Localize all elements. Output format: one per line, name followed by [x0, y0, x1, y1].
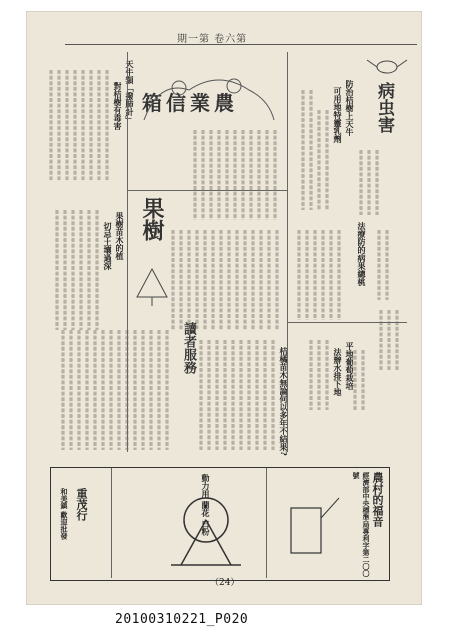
article-subtitle: 法辦水排下地: [333, 348, 343, 396]
ad-middle-text: 動力用 蘭花 白粉: [201, 474, 211, 536]
article-subtitle: 切忌土壤過深: [103, 222, 113, 270]
mailbox-banner: 箱信業農: [142, 91, 238, 115]
ad-right-title: 農村的福音: [371, 472, 384, 527]
article-subtitle: 對桔樹有毒害: [113, 82, 123, 130]
header-rule: [65, 44, 417, 45]
ad-right-text: 經濟部中央標準局專利字第二〇〇號: [352, 472, 371, 577]
machine-illustration: [161, 480, 251, 570]
article-title: 果樹苗木的植: [115, 212, 125, 260]
ad-divider: [111, 468, 112, 578]
section-divider: [127, 190, 287, 191]
magazine-page: [27, 12, 421, 604]
column-divider: [287, 52, 288, 452]
archive-caption: 20100310221_P020: [115, 612, 249, 627]
ad-company-name: 重茂行: [75, 488, 88, 521]
body-text-columns: [37, 50, 417, 460]
column-divider: [127, 52, 128, 452]
issue-header: 期一第 卷六第: [177, 34, 248, 45]
article-title: 天牛類「撥肺針」: [125, 60, 135, 124]
page-number: （24）: [210, 578, 240, 588]
article-title: 防治桔樹上天牛: [345, 80, 355, 136]
pest-banner: 病虫害: [374, 82, 394, 133]
section-divider: [287, 322, 407, 323]
sprayer-illustration: [281, 488, 341, 568]
article-title: 法療防的病果總桃: [357, 222, 367, 286]
ad-left-text: 和美鎮 歡迎批發: [60, 488, 69, 540]
reader-service-banner: 讀者服務: [181, 322, 196, 374]
article-subtitle: 可用地特靈乳劑: [333, 87, 343, 143]
ad-divider: [266, 468, 267, 578]
fruit-tree-banner: 果樹: [139, 197, 165, 241]
article-title: 平地葡萄栽培: [345, 342, 355, 390]
article-title: 桔橘苗木無論何以多年不結果?: [279, 347, 289, 456]
advertisement-box: [50, 467, 390, 581]
